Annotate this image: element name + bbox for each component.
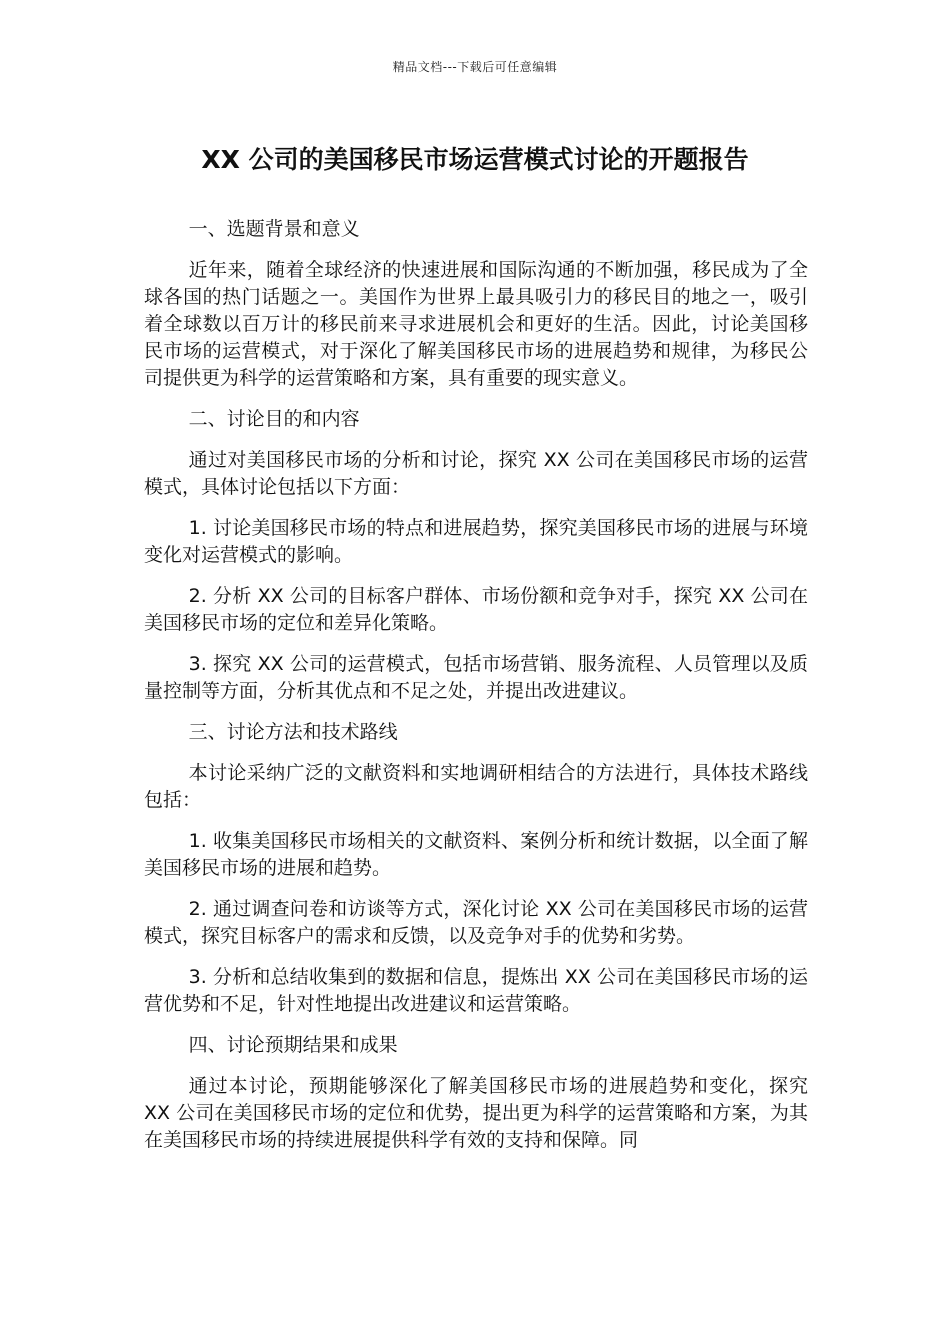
objectives-intro-paragraph: 通过对美国移民市场的分析和讨论，探究 XX 公司在美国移民市场的运营模式，具体讨论包括以下方面： — [144, 449, 808, 498]
objectives-item-1: 1. 讨论美国移民市场的特点和进展趋势，探究美国移民市场的进展与环境变化对运营模式的影响。 — [144, 517, 808, 566]
document-body — [144, 216, 808, 1168]
background-paragraph: 近年来，随着全球经济的快速进展和国际沟通的不断加强，移民成为了全球各国的热门话题之一。美国作为世界上最具吸引力的移民目的地之一，吸引着全球数以百万计的移民前来寻求进展机会和更好的生活。因此，讨论美国移民市场的运营模式，对于深化了解美国移民市场的进展趋势和规律，为移民公司提供更为科学的运营策略和方案，具有重要的现实意义。 — [144, 259, 808, 389]
methods-intro-paragraph: 本讨论采纳广泛的文献资料和实地调研相结合的方法进行，具体技术路线包括： — [144, 762, 808, 811]
objectives-item-2: 2. 分析 XX 公司的目标客户群体、市场份额和竞争对手，探究 XX 公司在美国移民市场的定位和差异化策略。 — [144, 585, 808, 634]
section-heading-methods: 三、讨论方法和技术路线 — [188, 721, 398, 743]
header-note: 精品文档---下载后可任意编辑 — [392, 60, 558, 74]
document-title: XX 公司的美国移民市场运营模式讨论的开题报告 — [201, 145, 749, 174]
section-heading-expected-results: 四、讨论预期结果和成果 — [188, 1034, 398, 1056]
section-heading-objectives: 二、讨论目的和内容 — [188, 408, 360, 430]
objectives-item-3: 3. 探究 XX 公司的运营模式，包括市场营销、服务流程、人员管理以及质量控制等方面，分析其优点和不足之处，并提出改进建议。 — [144, 653, 808, 702]
methods-item-3: 3. 分析和总结收集到的数据和信息，提炼出 XX 公司在美国移民市场的运营优势和不足，针对性地提出改进建议和运营策略。 — [144, 966, 808, 1015]
expected-results-paragraph: 通过本讨论，预期能够深化了解美国移民市场的进展趋势和变化，探究 XX 公司在美国移民市场的定位和优势，提出更为科学的运营策略和方案，为其在美国移民市场的持续进展提供科学有效的支持和保障。同 — [144, 1075, 808, 1151]
methods-item-1: 1. 收集美国移民市场相关的文献资料、案例分析和统计数据，以全面了解美国移民市场的进展和趋势。 — [144, 830, 808, 879]
section-heading-background: 一、选题背景和意义 — [188, 218, 360, 240]
methods-item-2: 2. 通过调查问卷和访谈等方式，深化讨论 XX 公司在美国移民市场的运营模式，探究目标客户的需求和反馈，以及竞争对手的优势和劣势。 — [144, 898, 808, 947]
